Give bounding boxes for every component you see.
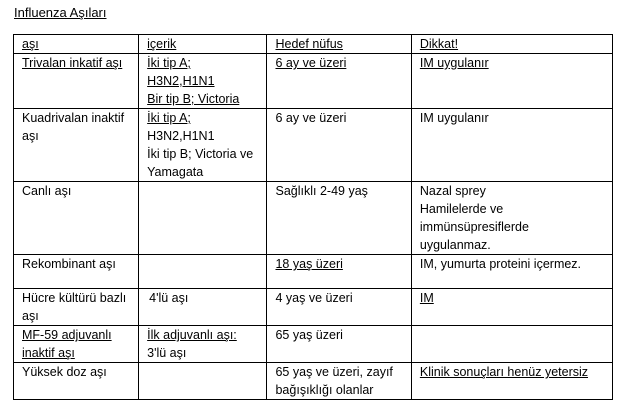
header-vaccine: aşı <box>14 35 139 54</box>
content-line: 4'lü aşı <box>149 291 189 305</box>
table-row <box>14 255 613 289</box>
note-cell <box>411 326 612 363</box>
vaccine-cell: Yüksek doz aşı <box>14 363 139 400</box>
content-line: Yamagata <box>147 165 204 179</box>
target-cell: 18 yaş üzeri <box>267 255 411 289</box>
page-title: Influenza Aşıları <box>14 5 107 20</box>
content-cell <box>139 255 267 289</box>
table-row <box>14 54 613 109</box>
target-cell: 6 ay ve üzeri <box>267 54 411 109</box>
content-line: İki tip A; <box>147 111 191 125</box>
content-cell <box>139 363 267 400</box>
target-cell: 65 yaş üzeri <box>267 326 411 363</box>
note-cell <box>411 109 612 182</box>
table-row <box>14 109 613 182</box>
vaccine-cell: MF-59 adjuvanlı inaktif aşı <box>14 326 139 363</box>
header-target: Hedef nüfus <box>267 35 411 54</box>
note-line: IM <box>419 291 434 305</box>
content-cell <box>139 109 267 182</box>
content-line: 3'lü aşı <box>147 346 187 360</box>
content-line: H3N2,H1N1 <box>147 129 215 143</box>
vaccine-cell: Canlı aşı <box>14 182 139 255</box>
vaccine-cell: Hücre kültürü bazlı aşı <box>14 289 139 326</box>
content-cell <box>139 54 267 109</box>
header-note: Dikkat! <box>411 35 612 54</box>
target-cell: 4 yaş ve üzeri <box>267 289 411 326</box>
content-cell <box>139 182 267 255</box>
note-line: Klinik sonuçları henüz yetersiz <box>419 365 589 379</box>
content-line: Bir tip B; Victoria <box>147 92 240 106</box>
note-line: IM uygulanır <box>419 56 489 70</box>
table-row <box>14 363 613 400</box>
table-row <box>14 289 613 326</box>
header-content: içerik <box>139 35 267 54</box>
note-cell <box>411 289 612 326</box>
content-cell <box>139 326 267 363</box>
note-line: immünsüpresiflerde <box>419 220 529 234</box>
content-line: H3N2,H1N1 <box>147 74 215 88</box>
note-cell <box>411 255 612 289</box>
target-cell: Sağlıklı 2-49 yaş <box>267 182 411 255</box>
note-cell <box>411 54 612 109</box>
content-line: İlk adjuvanlı aşı: <box>147 328 237 342</box>
content-cell <box>139 289 267 326</box>
note-line: uygulanmaz. <box>419 238 491 252</box>
table-header-row <box>14 35 613 54</box>
note-cell <box>411 363 612 400</box>
content-line: İki tip B; Victoria ve <box>147 147 254 161</box>
note-line: Nazal sprey <box>419 184 486 198</box>
vaccine-table <box>13 34 613 400</box>
note-cell <box>411 182 612 255</box>
vaccine-cell: Trivalan inkatif aşı <box>14 54 139 109</box>
table-row <box>14 182 613 255</box>
note-line: IM uygulanır <box>419 111 489 125</box>
note-line: Hamilelerde ve <box>419 202 504 216</box>
content-line: İki tip A; <box>147 56 191 70</box>
vaccine-cell: Kuadrivalan inaktif aşı <box>14 109 139 182</box>
target-cell: 65 yaş ve üzeri, zayıf bağışıklığı olanlar <box>267 363 411 400</box>
vaccine-cell: Rekombinant aşı <box>14 255 139 289</box>
target-cell: 6 ay ve üzeri <box>267 109 411 182</box>
table-row <box>14 326 613 363</box>
note-line: IM, yumurta proteini içermez. <box>419 257 582 271</box>
